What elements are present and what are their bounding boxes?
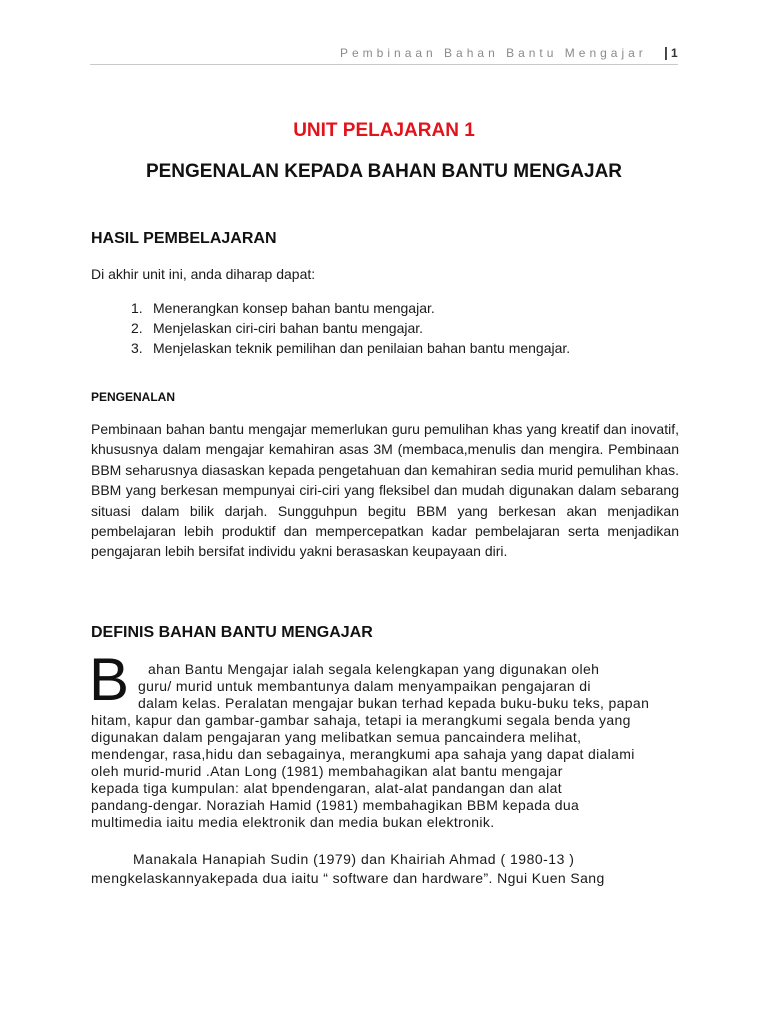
introduction-paragraph: Pembinaan bahan bantu mengajar memerlukan guru pemulihan khas yang kreatif dan inovatif, khususnya dalam mengajar kemahiran asas 3M (membaca,menulis dan mengira. Pembinaan BBM seharusnya diasaskan kepada pengetahuan dan kemahiran sedia murid pemulihan khas. BBM yang berkesan mempunyai ciri-ciri yang fleksibel dan mudah digunakan dalam sebarang situasi dalam bilik darjah. Sungguhpun begitu BBM yang berkesan akan menjadikan pembelajaran lebih produktif dan mempercepatkan kadar pembelajaran serta menjadikan pengajaran lebih bersifat individu yakni berasaskan keupayaan diri. (91, 421, 679, 560)
list-item-text: Menjelaskan teknik pemilihan dan penilaian bahan bantu mengajar. (153, 340, 571, 356)
page-title: PENGENALAN KEPADA BAHAN BANTU MENGAJAR (145, 161, 623, 182)
header-title: Pembinaan Bahan Bantu Mengajar (340, 46, 647, 60)
definition-line: mendengar, rasa,hidu dan sebagainya, merangkumi apa sahaja yang dapat dialami (91, 746, 635, 762)
definition-line: ahan Bantu Mengajar ialah segala kelengkapan yang digunakan oleh (148, 661, 600, 677)
outcomes-heading: HASIL PEMBELAJARAN (91, 230, 277, 247)
definition-heading: DEFINIS BAHAN BANTU MENGAJAR (91, 624, 373, 641)
definition-line: multimedia iaitu media elektronik dan media bukan elektronik. (91, 814, 495, 830)
header-separator: | (664, 44, 668, 60)
definition-line: pandang-dengar. Noraziah Hamid (1981) membahagikan BBM kepada dua (91, 797, 580, 813)
outcomes-intro: Di akhir unit ini, anda diharap dapat: (91, 266, 316, 282)
list-item (131, 320, 423, 336)
drop-cap: B (89, 646, 130, 713)
definition-line: kepada tiga kumpulan: alat bpendengaran, alat-alat pandangan dan alat (91, 780, 562, 796)
introduction-heading: PENGENALAN (91, 390, 176, 404)
unit-label: UNIT PELAJARAN 1 (293, 120, 475, 141)
header-rule (90, 64, 678, 65)
definition-line: dalam kelas. Peralatan mengajar bukan terhad kepada buku-buku teks, papan (138, 695, 650, 711)
list-item-text: Menjelaskan ciri-ciri bahan bantu mengajar. (153, 320, 424, 336)
definition-line: guru/ murid untuk membantunya dalam menyampaikan pengajaran di (138, 678, 591, 694)
continuation-line: Manakala Hanapiah Sudin (1979) dan Khairiah Ahmad ( 1980-13 ) (133, 851, 575, 867)
definition-line: oleh murid-murid .Atan Long (1981) membahagikan alat bantu mengajar (91, 763, 563, 779)
list-item-text: Menerangkan konsep bahan bantu mengajar. (153, 300, 435, 316)
definition-line: digunakan dalam pengajaran yang melibatkan semua pancaindera melihat, (91, 729, 582, 745)
list-item (131, 300, 435, 316)
page-number: 1 (671, 46, 678, 60)
definition-line: hitam, kapur dan gambar-gambar sahaja, tetapi ia merangkumi segala benda yang (91, 712, 631, 728)
list-item-number: 3. (131, 340, 143, 356)
continuation-line: mengkelaskannyakepada dua iaitu “ software dan hardware”. Ngui Kuen Sang (91, 870, 605, 886)
list-item-number: 2. (131, 320, 143, 336)
list-item (131, 340, 570, 356)
list-item-number: 1. (131, 300, 143, 316)
